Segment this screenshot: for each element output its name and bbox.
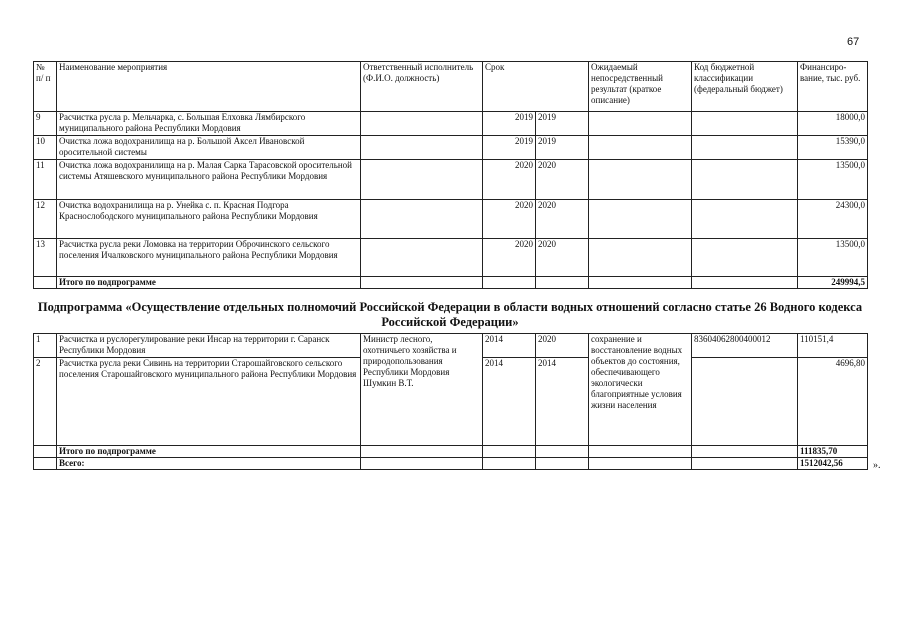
total-value: 111835,70: [798, 446, 868, 458]
row-result: [589, 136, 692, 160]
row-num: 13: [34, 239, 57, 277]
row-responsible: [361, 136, 483, 160]
table-row: [34, 136, 868, 160]
row-code: [692, 112, 798, 136]
header-financing: Финансиро-вание, тыс. руб.: [798, 62, 868, 112]
row-name: Расчистка и руслорегулирование реки Инсар на территории г. Саранск Республики Мордовия: [57, 334, 361, 358]
header-code: Код бюджетной классификации (федеральный бюджет): [692, 62, 798, 112]
row-code: [692, 358, 798, 446]
row-financing: 110151,4: [798, 334, 868, 358]
row-end: 2019: [536, 136, 589, 160]
row-start: 2014: [483, 334, 536, 358]
table-row: [34, 334, 868, 358]
row-responsible: Министр лесного, охотничьего хозяйства и природопользования Республики Мордовия Шумкин В.Т.: [361, 334, 483, 446]
header-name: Наименование мероприятия: [57, 62, 361, 112]
total-label: Итого по подпрограмме: [57, 446, 361, 458]
row-name: Очистка ложа водохранилища на р. Малая Сарка Тарасовской оросительной системы Атяшевского муниципального района Республики Мордовия: [57, 160, 361, 200]
subprogram-table: [33, 333, 868, 470]
row-result: [589, 239, 692, 277]
row-end: 2020: [536, 334, 589, 358]
closing-quote: ».: [873, 460, 881, 471]
row-start: 2020: [483, 239, 536, 277]
subprogram-title: Подпрограмма «Осуществление отдельных полномочий Российской Федерации в области водных отношений согласно статье 26 Водного кодекса Российской Федерации»: [37, 300, 863, 329]
grand-total-label: Всего:: [57, 458, 361, 470]
row-name: Очистка ложа водохранилища на р. Большой Аксел Ивановской оросительной системы: [57, 136, 361, 160]
row-num: 9: [34, 112, 57, 136]
row-start: 2019: [483, 136, 536, 160]
row-responsible: [361, 160, 483, 200]
row-num: 2: [34, 358, 57, 446]
row-start: 2014: [483, 358, 536, 446]
row-end: 2020: [536, 160, 589, 200]
total-label: Итого по подпрограмме: [57, 277, 361, 289]
row-responsible: [361, 239, 483, 277]
header-result: Ожидаемый непосредственный результат (краткое описание): [589, 62, 692, 112]
header-num: № п/ п: [34, 62, 57, 112]
row-financing: 13500,0: [798, 239, 868, 277]
row-num: 12: [34, 200, 57, 239]
row-responsible: [361, 112, 483, 136]
total-value: 249994,5: [798, 277, 868, 289]
page-number: 67: [847, 36, 860, 48]
row-num: 10: [34, 136, 57, 160]
row-code: 83604062800400012: [692, 334, 798, 358]
row-name: Расчистка русла р. Мельчарка, с. Большая Елховка Лямбирского муниципального района Республики Мордовия: [57, 112, 361, 136]
row-financing: 15390,0: [798, 136, 868, 160]
header-responsible: Ответственный исполнитель (Ф.И.О. должность): [361, 62, 483, 112]
row-num: 11: [34, 160, 57, 200]
table-row: [34, 200, 868, 239]
row-name: Очистка водохранилища на р. Унейка с. п. Красная Подгора Краснослободского муниципального района Республики Мордовия: [57, 200, 361, 239]
row-start: 2020: [483, 200, 536, 239]
row-name: Расчистка русла реки Ломовка на территории Оброчинского сельского поселения Ичалковского муниципального района Республики Мордовия: [57, 239, 361, 277]
row-name: Расчистка русла реки Сивинь на территории Старошайговского сельского поселения Старошайговского муниципального района Республики Мордовия: [57, 358, 361, 446]
total-row: [34, 446, 868, 458]
row-num: 1: [34, 334, 57, 358]
row-result: сохранение и восстановление водных объектов до состояния, обеспечивающего экологически благоприятные условия жизни населения: [589, 334, 692, 446]
table-row: [34, 112, 868, 136]
total-row: [34, 277, 868, 289]
row-start: 2020: [483, 160, 536, 200]
row-end: 2020: [536, 239, 589, 277]
row-end: 2020: [536, 200, 589, 239]
row-financing: 18000,0: [798, 112, 868, 136]
row-financing: 13500,0: [798, 160, 868, 200]
row-code: [692, 239, 798, 277]
grand-total-row: [34, 458, 868, 470]
row-start: 2019: [483, 112, 536, 136]
row-code: [692, 136, 798, 160]
row-financing: 24300,0: [798, 200, 868, 239]
row-result: [589, 160, 692, 200]
row-code: [692, 160, 798, 200]
row-financing: 4696,80: [798, 358, 868, 446]
row-result: [589, 200, 692, 239]
table-row: [34, 239, 868, 277]
table-row: [34, 160, 868, 200]
row-code: [692, 200, 798, 239]
table-header-row: [34, 62, 868, 112]
row-result: [589, 112, 692, 136]
row-end: 2019: [536, 112, 589, 136]
row-end: 2014: [536, 358, 589, 446]
grand-total-value: 1512042,56: [798, 458, 868, 470]
measures-table: [33, 61, 868, 289]
header-term: Срок: [483, 62, 589, 112]
row-responsible: [361, 200, 483, 239]
